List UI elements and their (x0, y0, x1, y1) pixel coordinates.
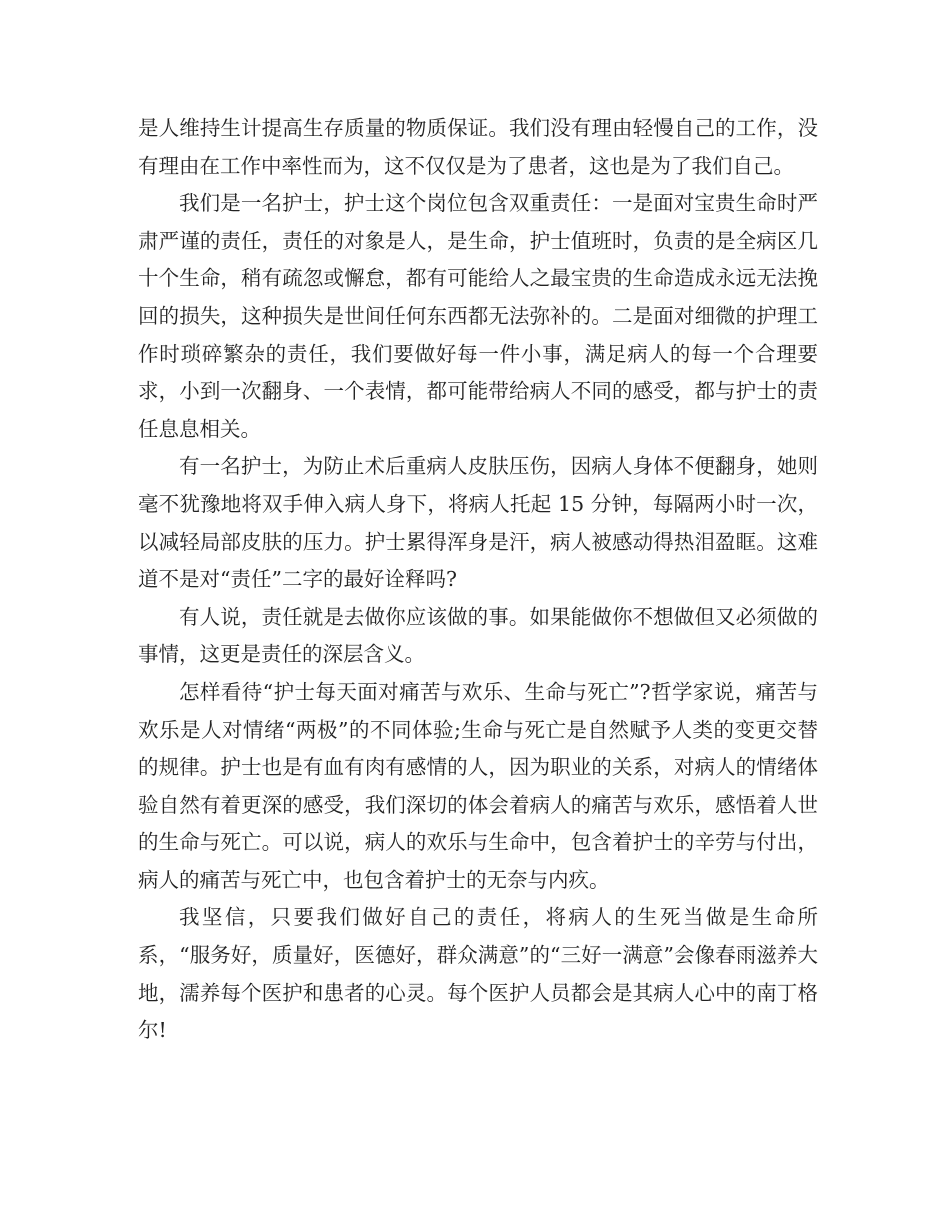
document-page (138, 110, 818, 1050)
paragraph-conclusion: 我坚信，只要我们做好自己的责任，将病人的生死当做是生命所系，“服务好，质量好，医德好，群众满意”的“三好一满意”会像春雨滋养大地，濡养每个医护和患者的心灵。每个医护人员都会是其病人心中的南丁格尔! (138, 905, 818, 1043)
paragraph-continued: 是人维持生计提高生存质量的物质保证。我们没有理由轻慢自己的工作，没有理由在工作中率性而为，这不仅仅是为了患者，这也是为了我们自己。 (138, 116, 818, 178)
paragraph-dual-responsibility: 我们是一名护士，护士这个岗位包含双重责任：一是面对宝贵生命时严肃严谨的责任，责任的对象是人，是生命，护士值班时，负责的是全病区几十个生命，稍有疏忽或懈怠，都有可能给人之最宝贵的生命造成永远无法挽回的损失，这种损失是世间任何东西都无法弥补的。二是面对细微的护理工作时琐碎繁杂的责任，我们要做好每一件小事，满足病人的每一个合理要求，小到一次翻身、一个表情，都可能带给病人不同的感受，都与护士的责任息息相关。 (138, 191, 818, 441)
paragraph-nurse-example: 有一名护士，为防止术后重病人皮肤压伤，因病人身体不便翻身，她则毫不犹豫地将双手伸入病人身下，将病人托起 15 分钟，每隔两小时一次，以减轻局部皮肤的压力。护士累得浑身是汗，病人被感动得热泪盈眶。这难道不是对“责任”二字的最好诠释吗? (138, 454, 818, 592)
paragraph-pain-and-joy: 怎样看待“护士每天面对痛苦与欢乐、生命与死亡”?哲学家说，痛苦与欢乐是人对情绪“两极”的不同体验;生命与死亡是自然赋予人类的变更交替的规律。护士也是有血有肉有感情的人，因为职业的关系，对病人的情绪体验自然有着更深的感受，我们深切的体会着病人的痛苦与欢乐，感悟着人世的生命与死亡。可以说，病人的欢乐与生命中，包含着护士的辛劳与付出，病人的痛苦与死亡中，也包含着护士的无奈与内疚。 (138, 679, 818, 892)
paragraph-responsibility-meaning: 有人说，责任就是去做你应该做的事。如果能做你不想做但又必须做的事情，这更是责任的深层含义。 (138, 604, 818, 667)
